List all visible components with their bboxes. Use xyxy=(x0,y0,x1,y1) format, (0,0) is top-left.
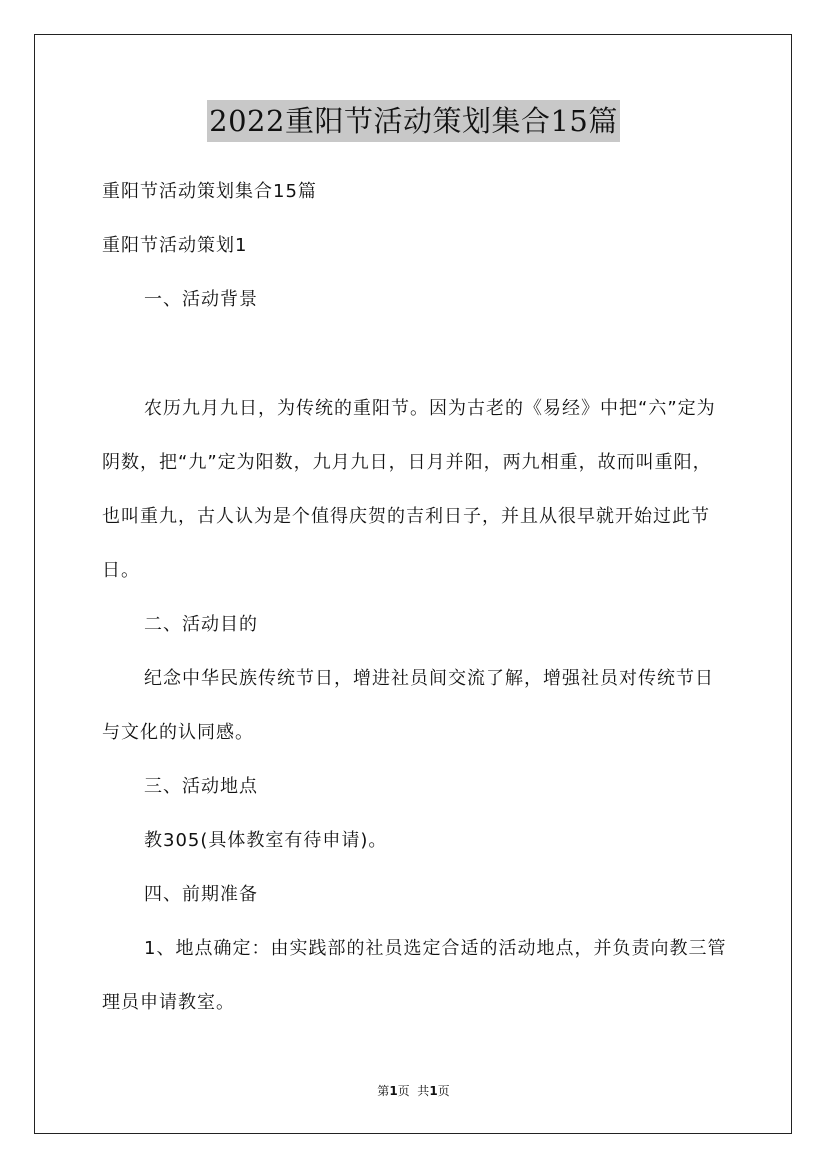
document-subtitle: 重阳节活动策划集合15篇 xyxy=(102,181,317,202)
page-footer xyxy=(0,1082,827,1099)
footer-page-total: 1 xyxy=(429,1084,438,1098)
paragraph-purpose: 纪念中华民族传统节日，增进社员间交流了解，增强社员对传统节日与文化的认同感。 xyxy=(102,668,714,743)
heading-preparation: 四、前期准备 xyxy=(144,884,258,905)
heading-background: 一、活动背景 xyxy=(144,289,258,310)
title-container xyxy=(0,100,827,142)
footer-page-current: 1 xyxy=(389,1084,398,1098)
footer-page-mid: 页 共 xyxy=(397,1084,430,1098)
document-title: 2022重阳节活动策划集合15篇 xyxy=(207,100,620,142)
footer-page-suffix: 页 xyxy=(437,1084,450,1098)
heading-purpose: 二、活动目的 xyxy=(144,614,258,635)
heading-location: 三、活动地点 xyxy=(144,776,258,797)
section-heading: 重阳节活动策划1 xyxy=(102,235,248,256)
paragraph-location: 教305(具体教室有待申请)。 xyxy=(144,830,388,851)
paragraph-preparation-1: 1、地点确定：由实践部的社员选定合适的活动地点，并负责向教三管理员申请教室。 xyxy=(102,938,727,1013)
paragraph-background: 农历九月九日，为传统的重阳节。因为古老的《易经》中把“六”定为阴数，把“九”定为阳数，九月九日，日月并阳，两九相重，故而叫重阳，也叫重九，古人认为是个值得庆贺的吉利日子，并且从很早就开始过此节日。 xyxy=(102,398,716,581)
footer-page-prefix: 第 xyxy=(377,1084,390,1098)
